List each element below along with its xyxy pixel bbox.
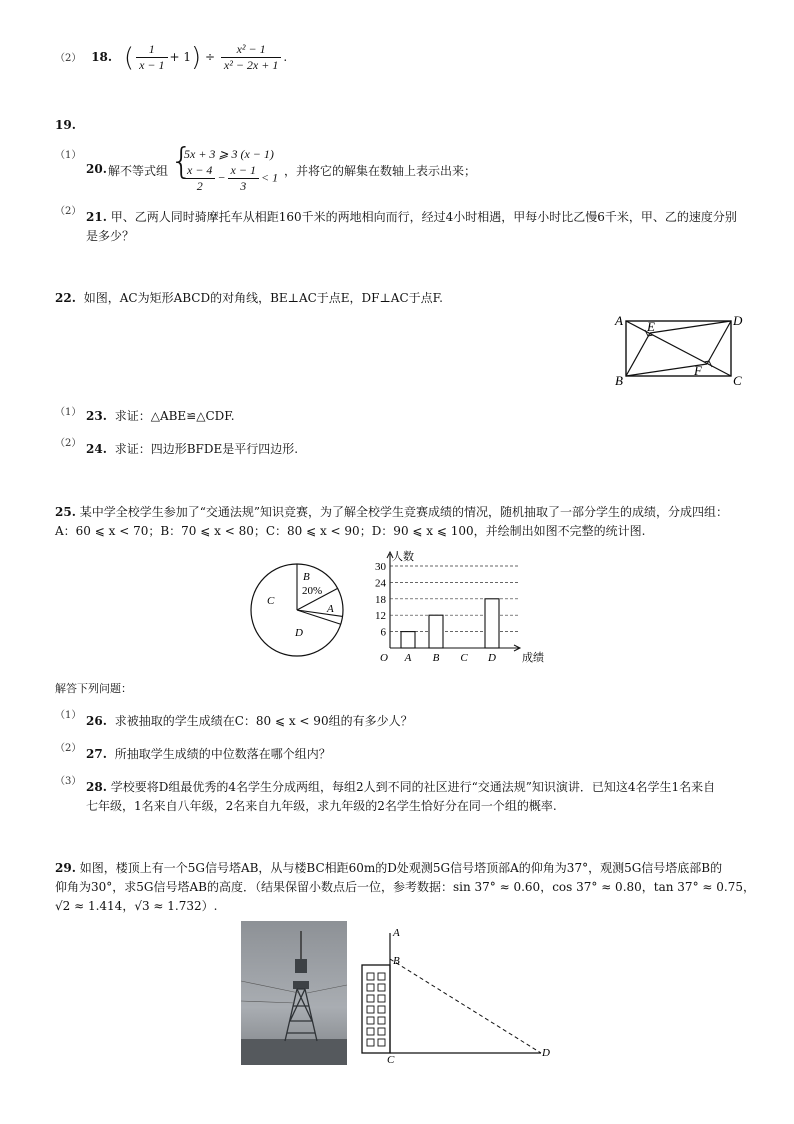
label-A: A [393, 927, 400, 939]
question-suffix: ，并将它的解集在数轴上表示出来； [284, 164, 477, 178]
question-18: （2） 18. ( $\frac{1}{x - 1}$ + 1) ÷ $\frac{\text{x² − 1}}{\text{x² − 2x + 1}}$ . [55, 42, 288, 73]
bar-A [401, 632, 415, 648]
question-text-line2: A：60 ⩽ x < 70；B：70 ⩽ x < 80；C：80 ⩽ x < 90；D：90 ⩽ x ⩽ 100，并绘制出如图不完整的统计图. [55, 524, 646, 538]
question-number: 20. [86, 162, 107, 176]
question-text: 求证：△ABE≌△CDF. [114, 409, 235, 423]
window [367, 1006, 374, 1013]
question-text-line1: 如图，楼顶上有一个5G信号塔AB，从与楼BC相距60m的D处观测5G信号塔顶部A的仰角为37°，观测5G信号塔底部B的 [79, 861, 723, 875]
question-29 [55, 859, 755, 916]
question-21 [86, 208, 737, 246]
label-E: E [647, 319, 655, 334]
subpart-label: （2） [55, 206, 82, 217]
question-number: 22. [55, 291, 76, 305]
label-D: D [542, 1047, 550, 1059]
answer-intro: 解答下列问题： [55, 682, 132, 695]
question-text-line2: 七年级，1名来自八年级，2名来自九年级，求九年级的2名学生恰好分在同一个组的概率. [86, 799, 557, 813]
building-diagram [356, 925, 564, 1063]
x-axis-title: 成绩 [522, 652, 544, 664]
label-F: F [694, 363, 702, 378]
question-text: 所抽取学生成绩的中位数落在哪个组内？ [114, 747, 331, 761]
pie-divider [297, 610, 341, 624]
minus-sign: − [217, 170, 226, 185]
question-number: 26. [86, 714, 107, 728]
question-text-line2: 是多少？ [86, 229, 135, 243]
subpart-label: （2） [55, 743, 82, 754]
question-23 [86, 407, 235, 424]
plus-one: + 1 [169, 50, 192, 64]
question-prefix: 解不等式组 [108, 164, 169, 178]
subpart-label: （2） [55, 53, 82, 64]
subpart-label: （2） [55, 438, 82, 449]
roof [241, 1039, 347, 1065]
question-text-line2: 仰角为30°，求5G信号塔AB的高度．（结果保留小数点后一位，参考数据：sin 37° ≈ 0.60，cos 37° ≈ 0.80，tan 37° ≈ 0.75， [55, 880, 755, 894]
less-than-one: < 1 [260, 170, 279, 185]
pie-label-A: A [327, 603, 334, 615]
frac2-numerator: x² − 1 [221, 42, 281, 58]
question-19: 19. [55, 118, 76, 132]
label-B: B [393, 955, 400, 967]
inequality-1: 5x + 3 ⩾ 3 (x − 1) [184, 147, 274, 161]
building-windows [367, 973, 385, 1046]
question-20 [86, 141, 586, 197]
sightline-BD [390, 959, 541, 1053]
window [367, 995, 374, 1002]
question-text: 求被抽取的学生成绩在C：80 ⩽ x < 90组的有多少人？ [114, 714, 413, 728]
question-number: 25. [55, 505, 76, 519]
pie-label-D: D [295, 627, 303, 639]
window [378, 1028, 385, 1035]
window [378, 1039, 385, 1046]
pie-divider [297, 610, 343, 616]
y-tick-label: 24 [375, 577, 386, 590]
y-axis-title: 人数 [392, 551, 414, 563]
window [378, 1017, 385, 1024]
x-tick-label-C: C [460, 652, 468, 664]
question-22 [55, 289, 443, 306]
pie-label-C: C [267, 595, 275, 607]
x-tick-label-B: B [432, 652, 440, 664]
pie-annotation-20-percent: 20% [302, 585, 323, 597]
subpart-label: （1） [55, 150, 82, 161]
question-text: 求证：四边形BFDE是平行四边形. [114, 442, 299, 456]
question-number: 18. [91, 50, 113, 64]
pie-chart [245, 558, 349, 662]
question-28 [86, 778, 715, 816]
window [378, 984, 385, 991]
window [367, 984, 374, 991]
inequality-2 [182, 163, 278, 194]
y-tick-label: 18 [375, 593, 386, 606]
bar-chart [364, 548, 554, 664]
window [367, 1028, 374, 1035]
period: . [283, 50, 288, 64]
x-tick-label-D: D [488, 652, 496, 664]
question-text-line1: 某中学全校学生参加了“交通法规”知识竞赛，为了解全校学生竞赛成绩的情况，随机抽取了一部分学生的成绩，分成四组： [79, 505, 728, 519]
tower-photo [241, 921, 347, 1065]
antenna-panels [295, 959, 307, 973]
label-B: B [615, 373, 623, 388]
fraction-2 [221, 42, 281, 73]
window [367, 1017, 374, 1024]
question-number: 23. [86, 409, 107, 423]
x-tick-label-A: A [404, 652, 412, 664]
origin-label: O [380, 652, 388, 664]
frac1-numerator: 1 [136, 42, 167, 58]
rectangle-figure [608, 308, 748, 388]
bar-D [485, 599, 499, 648]
frac-denominator: 2 [196, 179, 203, 193]
window [378, 973, 385, 980]
building-BC [362, 965, 390, 1053]
frac1-denominator: x − 1 [139, 58, 165, 72]
window [367, 973, 374, 980]
subpart-label: （1） [55, 710, 82, 721]
y-tick-label: 12 [375, 610, 386, 623]
question-number: 24. [86, 442, 107, 456]
frac-numerator: x − 4 [184, 163, 215, 179]
subpart-label: （3） [55, 776, 82, 787]
fraction-1 [136, 42, 167, 73]
question-26 [86, 712, 413, 729]
subpart-label: （1） [55, 407, 82, 418]
label-C: C [733, 373, 742, 388]
segment-DF [707, 321, 731, 364]
question-text-line1: 学校要将D组最优秀的4名学生分成两组，每组2人到不同的社区进行“交通法规”知识演讲．已知这4名学生1名来自 [110, 780, 716, 794]
system-brace: { [170, 141, 193, 182]
label-C: C [387, 1054, 395, 1063]
label-A: A [615, 313, 623, 328]
bar-B [429, 615, 443, 648]
y-tick-label: 6 [380, 626, 386, 639]
question-text: 如图，AC为矩形ABCD的对角线，BE⊥AC于点E，DF⊥AC于点F. [83, 291, 443, 305]
antenna-panels-2 [293, 981, 309, 989]
question-text-line1: 甲、乙两人同时骑摩托车从相距160千米的两地相向而行，经过4小时相遇，甲每小时比乙慢6千米，甲、乙的速度分别 [110, 210, 737, 224]
pie-label-B: B [303, 571, 310, 583]
label-D: D [733, 313, 743, 328]
question-text-line3: √2 ≈ 1.414，√3 ≈ 1.732）. [55, 899, 218, 913]
frac-denominator: 3 [240, 179, 247, 193]
y-tick-label: 30 [375, 561, 386, 573]
segment-ED [650, 321, 731, 333]
question-number: 27. [86, 747, 107, 761]
segment-BE [626, 333, 650, 376]
frac2-denominator: x² − 2x + 1 [223, 58, 279, 72]
question-number: 29. [55, 861, 76, 875]
question-27 [86, 745, 331, 762]
window [367, 1039, 374, 1046]
frac-numerator: x − 1 [228, 163, 259, 179]
window [378, 1006, 385, 1013]
question-number: 21. [86, 210, 107, 224]
question-number: 28. [86, 780, 107, 794]
question-24 [86, 440, 298, 457]
question-25 [55, 503, 728, 541]
window [378, 995, 385, 1002]
divide-sign: ÷ [205, 50, 216, 64]
